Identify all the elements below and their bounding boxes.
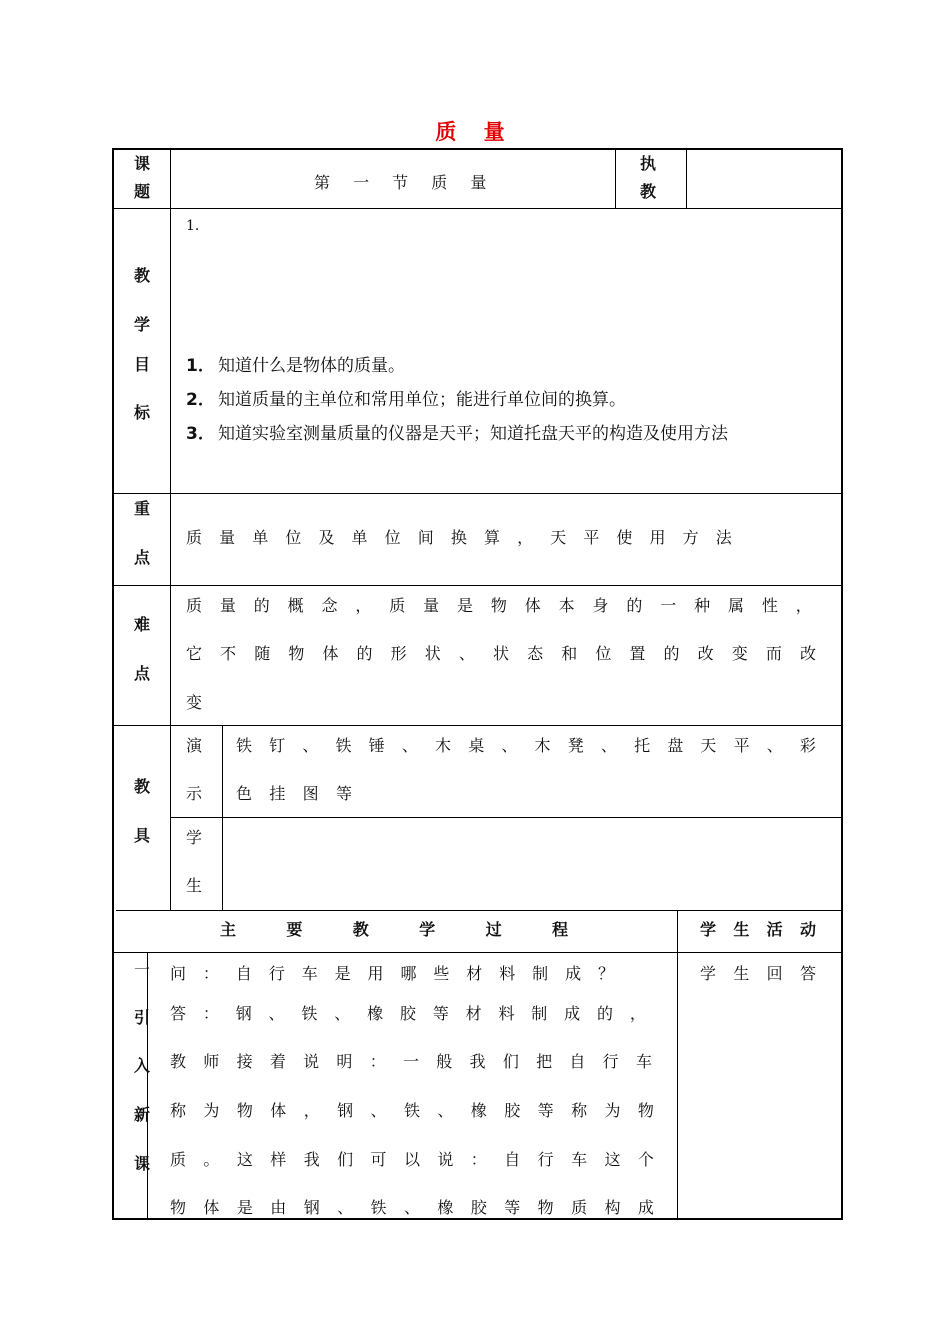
process-line: 物 体 是 由 钢 、 铁 、 橡 胶 等 物 质 构 成 <box>170 1198 654 1217</box>
topic-value: 第 一 节 质 量 <box>314 173 496 192</box>
key-points-label-1: 重 <box>133 499 150 518</box>
section-label-4: 新 <box>133 1105 150 1124</box>
goals-label-2: 学 <box>133 315 150 334</box>
process-line: 称 为 物 体 ， 钢 、 铁 、 橡 胶 等 称 为 物 <box>170 1101 654 1120</box>
goal-item-text: 知道质量的主单位和常用单位；能进行单位间的换算。 <box>218 390 626 410</box>
student-label-1: 学 <box>186 828 203 847</box>
section-label-3: 入 <box>133 1056 150 1075</box>
difficulties-label-1: 难 <box>133 615 150 634</box>
topic-label-1: 课 <box>133 154 150 173</box>
difficulties-label-2: 点 <box>133 664 150 683</box>
key-points-label-2: 点 <box>133 548 150 567</box>
student-activity-text: 学 生 回 答 <box>700 964 816 983</box>
goal-item-text: 知道实验室测量质量的仪器是天平；知道托盘天平的构造及使用方法 <box>218 424 728 444</box>
goals-label-3: 目 <box>133 355 150 374</box>
teacher-label-1: 执 <box>639 154 656 173</box>
goals-label-1: 教 <box>133 266 150 285</box>
topic-label-2: 题 <box>133 182 150 201</box>
goals-intro: 1． <box>186 218 209 234</box>
student-label-2: 生 <box>186 876 203 895</box>
section-label-1: 一 <box>133 960 150 979</box>
goal-item-number: 3． <box>186 424 215 444</box>
document-title: 质 量 <box>435 120 515 144</box>
demo-tools-line: 色 挂 图 等 <box>236 784 352 803</box>
tools-label-1: 教 <box>133 777 150 796</box>
difficulty-line: 变 <box>186 693 203 712</box>
process-header: 主 要 教 学 过 程 <box>220 920 568 939</box>
demo-label-2: 示 <box>186 784 203 803</box>
tools-label-2: 具 <box>133 826 150 845</box>
goal-item-text: 知道什么是物体的质量。 <box>218 356 405 376</box>
teacher-label-2: 教 <box>639 182 656 201</box>
goal-item <box>186 419 728 444</box>
difficulty-line: 它 不 随 物 体 的 形 状 、 状 态 和 位 置 的 改 变 而 改 <box>186 644 816 663</box>
section-label-5: 课 <box>133 1154 150 1173</box>
difficulty-line: 质 量 的 概 念 ， 质 量 是 物 体 本 身 的 一 种 属 性 ， <box>186 596 812 615</box>
section-label-2: 引 <box>133 1008 150 1027</box>
process-line: 质 。 这 样 我 们 可 以 说 ： 自 行 车 这 个 <box>170 1150 654 1169</box>
process-line: 教 师 接 着 说 明 ： 一 般 我 们 把 自 行 车 <box>170 1052 652 1071</box>
process-line: 问 ： 自 行 车 是 用 哪 些 材 料 制 成 ？ <box>170 964 614 983</box>
goals-label-4: 标 <box>133 403 150 422</box>
goal-item-number: 2． <box>186 390 215 410</box>
key-points-text: 质 量 单 位 及 单 位 间 换 算 ， 天 平 使 用 方 法 <box>186 528 732 547</box>
activity-header: 学 生 活 动 <box>700 920 816 939</box>
demo-tools-line: 铁 钉 、 铁 锤 、 木 桌 、 木 凳 、 托 盘 天 平 、 彩 <box>236 736 816 755</box>
demo-label-1: 演 <box>186 736 203 755</box>
process-line: 答 ： 钢 、 铁 、 橡 胶 等 材 料 制 成 的 ， <box>170 1004 646 1023</box>
goal-item-number: 1． <box>186 356 215 376</box>
goal-item <box>186 351 405 376</box>
goal-item <box>186 385 626 410</box>
